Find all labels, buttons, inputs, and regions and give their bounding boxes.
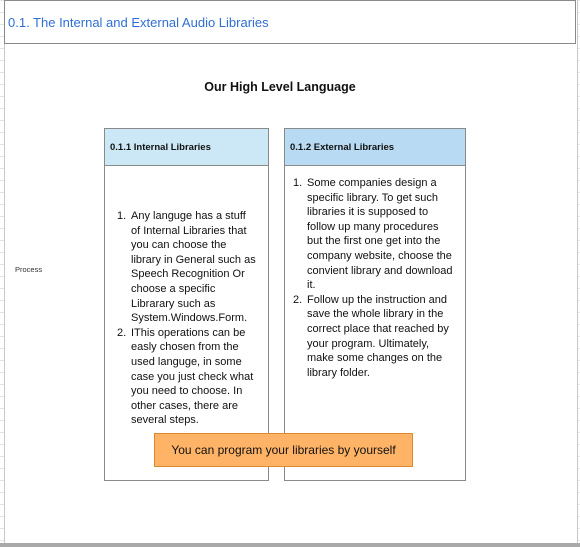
list-item (293, 176, 453, 293)
list-text: Any languge has a stuff of Internal Libraries that you can choose the library in General such as Speech Recognition Or choose a specific Librarary such as System.Windows.Form. (131, 210, 256, 325)
lane-external-libraries[interactable] (284, 128, 466, 481)
note-box[interactable]: You can program your libraries by yourself (154, 433, 413, 467)
list-text: IThis operations can be easly chosen from the used languge, in some case you just check what you need to choose. In other cases, there are several steps. (131, 326, 254, 427)
section-title: 0.1. The Internal and External Audio Libraries (8, 15, 269, 30)
list-number: 2. (117, 326, 127, 339)
lane-header: 0.1.2 External Libraries (285, 129, 465, 166)
lane-text (117, 209, 257, 428)
list-number: 1. (293, 177, 303, 189)
lane-text (293, 176, 453, 380)
list-number: 1. (117, 210, 127, 222)
lane-internal-libraries[interactable] (104, 128, 269, 481)
list-text: Some companies design a specific library. To get such libraries it is supposed to follow up many procedures but the first one get into the company website, choose the convient library and download it. (307, 177, 453, 292)
diagram-title: Our High Level Language (204, 80, 356, 94)
row-label-process: Process (15, 265, 43, 274)
list-item (117, 209, 257, 326)
section-header (4, 0, 576, 44)
list-number: 2. (293, 293, 303, 306)
list-text: Follow up the instruction and save the whole library in the correct place that reached by your program. Ultimately, make some changes on the library folder. (307, 293, 449, 379)
lane-header: 0.1.1 Internal Libraries (105, 129, 268, 166)
list-item (293, 293, 453, 381)
list-item (117, 326, 257, 428)
horizontal-scrollbar[interactable] (0, 543, 580, 547)
